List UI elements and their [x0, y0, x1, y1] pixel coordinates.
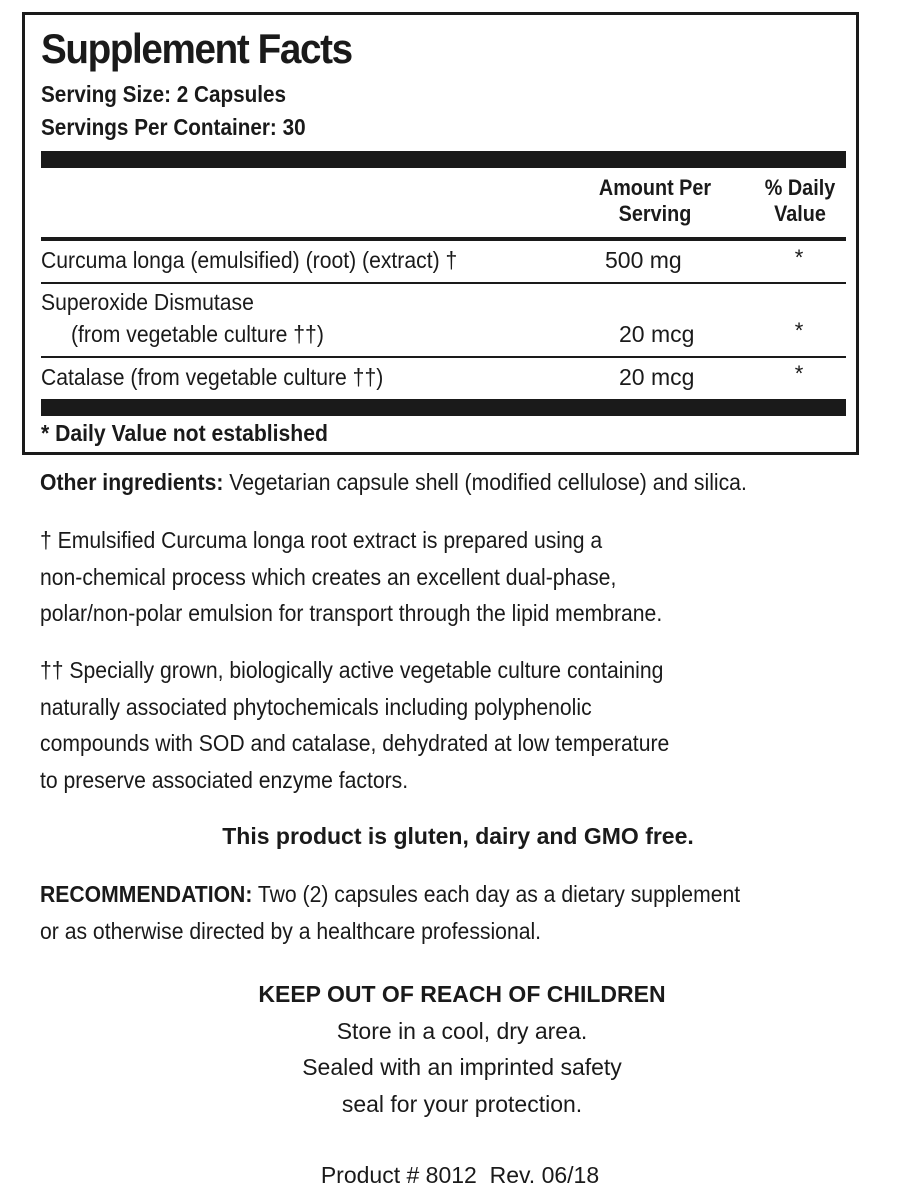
column-header-daily-value [746, 175, 854, 227]
serving-size: Serving Size: 2 Capsules [41, 81, 287, 107]
double-dagger-line: to preserve associated enzyme factors. [40, 766, 409, 793]
column-header-amount-line2: Serving [618, 201, 692, 226]
divider-header [41, 237, 846, 241]
dagger-footnote [40, 522, 662, 632]
storage-line: seal for your protection. [341, 1090, 583, 1117]
warning-block [12, 976, 900, 1122]
double-dagger-line: naturally associated phytochemicals including polyphenolic [40, 693, 592, 720]
ingredient-amount: 20 mcg [619, 364, 695, 390]
ingredient-amount: 20 mcg [619, 321, 695, 347]
other-ingredients [40, 464, 747, 501]
dagger-line: non-chemical process which creates an excellent dual-phase, [40, 563, 617, 590]
recommendation-label: RECOMMENDATION: [40, 881, 253, 907]
divider-row [41, 282, 846, 284]
storage-line: Sealed with an imprinted safety [302, 1054, 622, 1080]
product-info: Product # 8012 Rev. 06/18 [320, 1162, 600, 1188]
ingredient-daily-value: * [794, 245, 804, 270]
servings-per-container: Servings Per Container: 30 [41, 114, 306, 140]
supplement-facts-panel [22, 12, 859, 455]
ingredient-name: Catalase (from vegetable culture ††) [41, 364, 384, 390]
ingredient-name: Superoxide Dismutase [41, 289, 254, 315]
storage-line: Store in a cool, dry area. [336, 1017, 588, 1044]
column-header-amount-line1: Amount Per [598, 175, 712, 200]
column-header-amount [579, 175, 732, 227]
recommendation-line1: Two (2) capsules each day as a dietary supplement [252, 881, 741, 907]
divider-thick-top [41, 151, 846, 168]
free-statement: This product is gluten, dairy and GMO free. [222, 823, 694, 849]
warning-heading: KEEP OUT OF REACH OF CHILDREN [258, 981, 666, 1007]
recommendation [40, 876, 740, 949]
ingredient-amount: 500 mg [605, 247, 682, 273]
column-header-dv-line1: % Daily [764, 175, 836, 200]
divider-thick-bottom [41, 399, 846, 416]
recommendation-line2: or as otherwise directed by a healthcare professional. [40, 917, 542, 944]
double-dagger-line: compounds with SOD and catalase, dehydrated at low temperature [40, 730, 670, 756]
dagger-line: † Emulsified Curcuma longa root extract is prepared using a [40, 527, 603, 553]
ingredient-daily-value: * [794, 361, 804, 386]
ingredient-daily-value: * [794, 318, 804, 343]
divider-row [41, 356, 846, 358]
column-header-dv-line2: Value [774, 201, 826, 226]
other-ingredients-label: Other ingredients: [40, 469, 224, 495]
other-ingredients-text: Vegetarian capsule shell (modified cellulose) and silica. [223, 469, 747, 495]
daily-value-footnote: * Daily Value not established [41, 420, 328, 446]
facts-title: Supplement Facts [41, 25, 352, 72]
ingredient-name: Curcuma longa (emulsified) (root) (extract) † [41, 247, 458, 273]
double-dagger-footnote [40, 652, 669, 798]
dagger-line: polar/non-polar emulsion for transport through the lipid membrane. [40, 600, 663, 626]
ingredient-name-line2: (from vegetable culture ††) [71, 321, 324, 347]
double-dagger-line: †† Specially grown, biologically active vegetable culture containing [40, 657, 664, 683]
